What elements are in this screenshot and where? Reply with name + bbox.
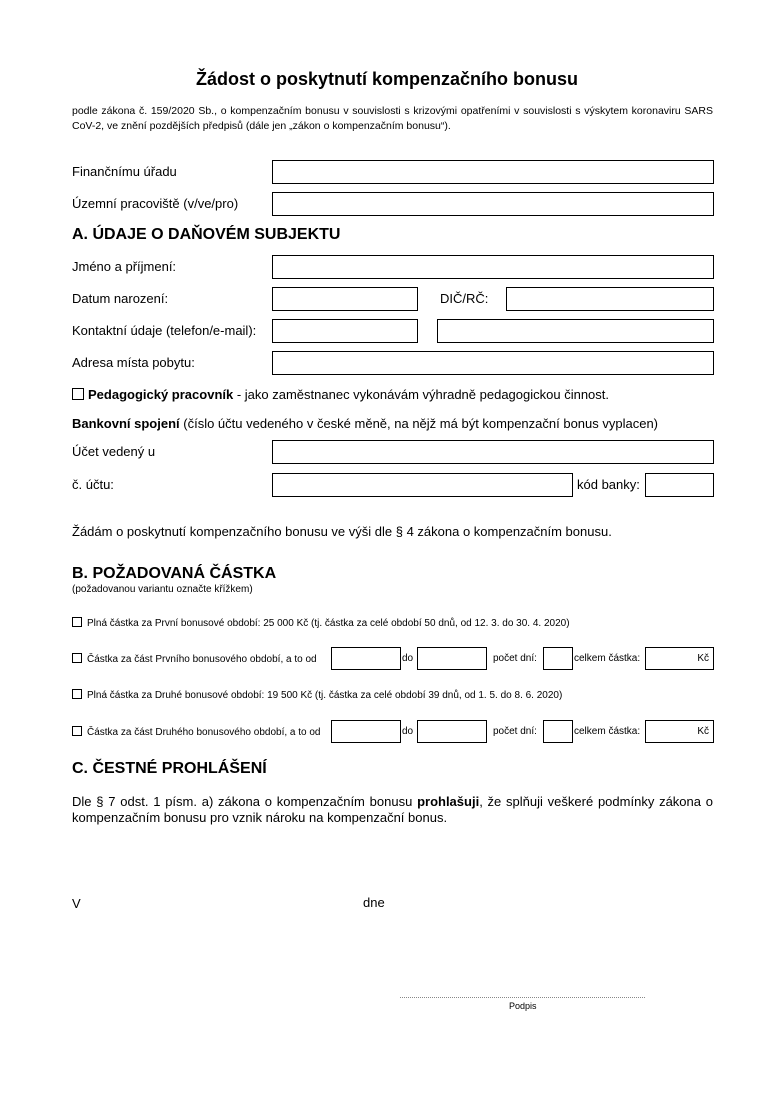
option-3-checkbox[interactable] [72, 689, 82, 699]
cislo-uctu-label: č. účtu: [72, 477, 114, 492]
datum-narozeni-label: Datum narození: [72, 291, 169, 306]
option-4-celkem-label: celkem částka: [574, 726, 641, 737]
email-field[interactable] [437, 319, 714, 343]
kod-banky-label: kód banky: [577, 477, 640, 492]
financni-urad-label: Finančnímu úřadu [72, 164, 177, 179]
option-4-from-field[interactable] [331, 720, 401, 743]
uzemni-pracoviste-label: Územní pracoviště (v/ve/pro) [72, 196, 239, 211]
option-2-row [72, 653, 317, 665]
signature-label: Podpis [509, 1001, 537, 1011]
cislo-uctu-field[interactable] [272, 473, 573, 497]
pedagog-row [72, 387, 609, 402]
pedagog-checkbox[interactable] [72, 388, 84, 400]
option-4-row [72, 726, 321, 738]
option-2-from-field[interactable] [331, 647, 401, 670]
ucet-veden-field[interactable] [272, 440, 714, 464]
telefon-field[interactable] [272, 319, 418, 343]
adresa-field[interactable] [272, 351, 714, 375]
section-b-subheading: (požadovanou variantu označte křížkem) [72, 584, 253, 595]
option-3-label: Plná částka za Druhé bonusové období: 19 500 Kč (tj. částka za celé období 39 dnů, od 1. 5. do 8. 6. 2020) [87, 690, 563, 701]
zadam-text: Žádám o poskytnutí kompenzačního bonusu ve výši dle § 4 zákona o kompenzačním bonusu. [72, 524, 612, 539]
datum-narozeni-field[interactable] [272, 287, 418, 311]
option-2-to-field[interactable] [417, 647, 487, 670]
option-4-amount-field[interactable]: Kč [645, 720, 714, 743]
option-1-checkbox[interactable] [72, 617, 82, 627]
dic-label: DIČ/RČ: [440, 291, 489, 306]
option-4-label: Částka za část Druhého bonusového období, a to od [87, 727, 321, 738]
financni-urad-field[interactable] [272, 160, 714, 184]
declaration-part-2: , že splňuji veškeré podmínky zákona o kompenzačním bonusu pro vznik nároku na kompenzační bonus. [72, 794, 713, 825]
signature-line[interactable] [400, 997, 645, 998]
intro-text: podle zákona č. 159/2020 Sb., o kompenzačním bonusu v souvislosti s krizovými opatřeními v souvislosti s výskytem koronaviru SARS CoV-2, ve znění pozdějších předpisů (dále jen „zákon o kompenzačním bonusu“). [72, 105, 713, 132]
section-c-heading: C. ČESTNÉ PROHLÁŠENÍ [72, 760, 267, 777]
declaration-bold: prohlašuji [417, 794, 480, 809]
kod-banky-field[interactable] [645, 473, 714, 497]
section-a-heading: A. ÚDAJE O DAŇOVÉM SUBJEKTU [72, 226, 341, 243]
ucet-veden-label: Účet vedený u [72, 444, 156, 459]
option-2-pocet-dni-label: počet dní: [493, 653, 537, 664]
option-4-do-label: do [402, 726, 414, 737]
adresa-label: Adresa místa pobytu: [72, 355, 195, 370]
option-2-checkbox[interactable] [72, 653, 82, 663]
option-3-row [72, 689, 562, 701]
bank-heading-row [72, 416, 658, 431]
bank-label-text: (číslo účtu vedeného v české měně, na nějž má být kompenzační bonus vyplacen) [179, 416, 659, 431]
option-2-celkem-label: celkem částka: [574, 653, 641, 664]
option-1-row [72, 617, 570, 629]
option-4-checkbox[interactable] [72, 726, 82, 736]
option-2-amount-field[interactable]: Kč [645, 647, 714, 670]
declaration-text [72, 794, 713, 826]
page-title: Žádost o poskytnutí kompenzačního bonusu [195, 69, 578, 89]
dic-field[interactable] [506, 287, 714, 311]
declaration-part-1: Dle § 7 odst. 1 písm. a) zákona o kompenzačním bonusu [72, 794, 418, 809]
section-b-heading: B. POŽADOVANÁ ČÁSTKA [72, 565, 277, 582]
jmeno-field[interactable] [272, 255, 714, 279]
jmeno-label: Jméno a příjmení: [72, 259, 177, 274]
option-4-to-field[interactable] [417, 720, 487, 743]
option-4-days-field[interactable] [543, 720, 573, 743]
option-2-label: Částka za část Prvního bonusového období, a to od [87, 654, 317, 665]
place-label: V [72, 896, 81, 911]
option-2-do-label: do [402, 653, 414, 664]
pedagog-label-bold: Pedagogický pracovník [88, 387, 234, 402]
bank-label-bold: Bankovní spojení [72, 416, 180, 431]
option-4-pocet-dni-label: počet dní: [493, 726, 537, 737]
uzemni-pracoviste-field[interactable] [272, 192, 714, 216]
kontakt-label: Kontaktní údaje (telefon/e-mail): [72, 323, 257, 338]
option-2-days-field[interactable] [543, 647, 573, 670]
option-1-label: Plná částka za První bonusové období: 25 000 Kč (tj. částka za celé období 50 dnů, od 12. 3. do 30. 4. 2020) [87, 618, 570, 629]
date-label: dne [363, 895, 385, 910]
pedagog-label-text: - jako zaměstnanec vykonávám výhradně pedagogickou činnost. [233, 387, 610, 402]
